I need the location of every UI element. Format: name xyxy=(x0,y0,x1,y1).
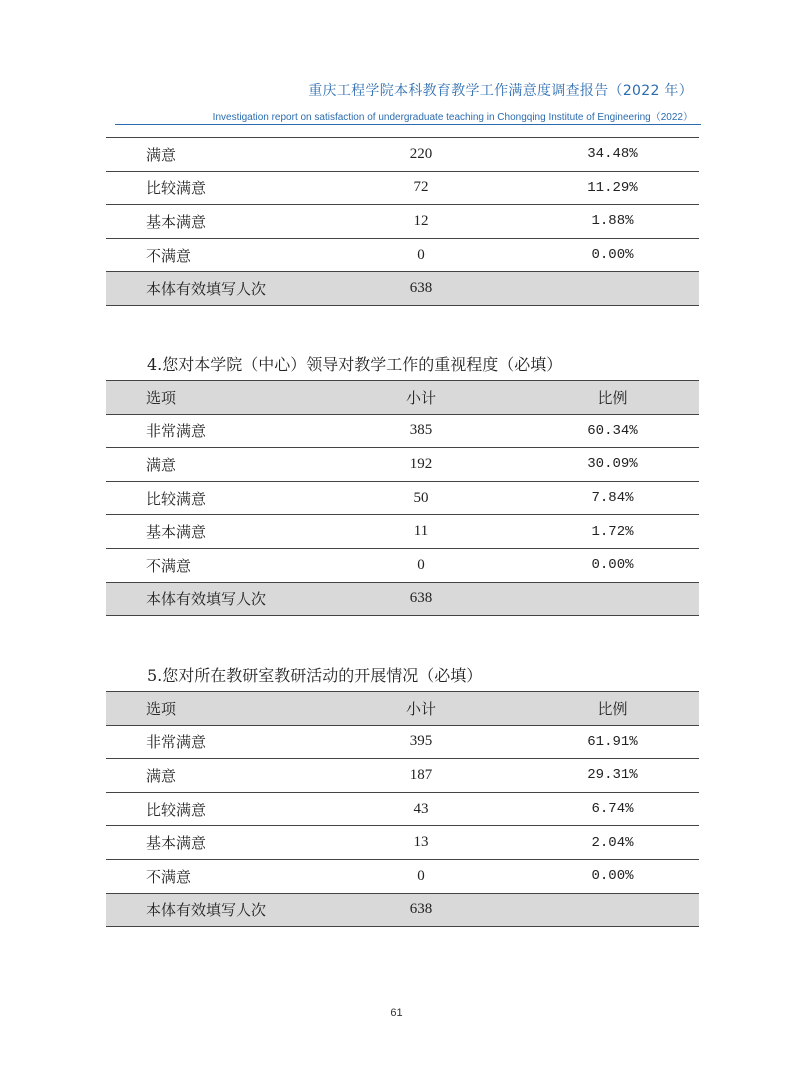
table-row xyxy=(106,138,699,172)
percent-cell: 7.84% xyxy=(496,481,699,515)
total-count: 638 xyxy=(346,582,496,616)
header-divider xyxy=(115,124,701,125)
question-4-table xyxy=(106,380,699,616)
table-row xyxy=(106,205,699,239)
count-cell: 220 xyxy=(346,138,496,172)
count-cell: 43 xyxy=(346,792,496,826)
total-percent-empty xyxy=(496,893,699,927)
percent-cell: 60.34% xyxy=(496,414,699,448)
percent-cell: 30.09% xyxy=(496,448,699,482)
header-percent: 比例 xyxy=(496,381,699,415)
question-5-title: 5.您对所在教研室教研活动的开展情况（必填） xyxy=(147,666,483,685)
question-5-table xyxy=(106,691,699,927)
total-row xyxy=(106,582,699,616)
count-cell: 385 xyxy=(346,414,496,448)
percent-cell: 61.91% xyxy=(496,725,699,759)
count-cell: 13 xyxy=(346,826,496,860)
table-row xyxy=(106,481,699,515)
total-label: 本体有效填写人次 xyxy=(106,272,346,306)
table-row xyxy=(106,171,699,205)
total-row xyxy=(106,893,699,927)
count-cell: 395 xyxy=(346,725,496,759)
percent-cell: 0.00% xyxy=(496,859,699,893)
percent-cell: 0.00% xyxy=(496,548,699,582)
total-count: 638 xyxy=(346,272,496,306)
header-count: 小计 xyxy=(346,381,496,415)
total-percent-empty xyxy=(496,582,699,616)
table-row xyxy=(106,414,699,448)
header-option: 选项 xyxy=(106,381,346,415)
option-cell: 满意 xyxy=(106,759,346,793)
report-title: 重庆工程学院本科教育教学工作满意度调查报告（2022 年） xyxy=(308,83,693,99)
count-cell: 0 xyxy=(346,859,496,893)
count-cell: 72 xyxy=(346,171,496,205)
option-cell: 非常满意 xyxy=(106,725,346,759)
table-row xyxy=(106,238,699,272)
percent-cell: 6.74% xyxy=(496,792,699,826)
percent-cell: 29.31% xyxy=(496,759,699,793)
option-cell: 非常满意 xyxy=(106,414,346,448)
table-row xyxy=(106,826,699,860)
option-cell: 基本满意 xyxy=(106,205,346,239)
percent-cell: 1.88% xyxy=(496,205,699,239)
count-cell: 0 xyxy=(346,548,496,582)
table-row xyxy=(106,759,699,793)
option-cell: 满意 xyxy=(106,138,346,172)
table-header-row xyxy=(106,381,699,415)
count-cell: 11 xyxy=(346,515,496,549)
percent-cell: 2.04% xyxy=(496,826,699,860)
report-subtitle: Investigation report on satisfaction of undergraduate teaching in Chongqing Institute of Engineering（2022） xyxy=(212,112,693,123)
total-label: 本体有效填写人次 xyxy=(106,582,346,616)
percent-cell: 34.48% xyxy=(496,138,699,172)
header-percent: 比例 xyxy=(496,692,699,726)
table-row xyxy=(106,515,699,549)
count-cell: 192 xyxy=(346,448,496,482)
table-header-row xyxy=(106,692,699,726)
option-cell: 不满意 xyxy=(106,238,346,272)
question-4-title: 4.您对本学院（中心）领导对教学工作的重视程度（必填） xyxy=(147,355,563,374)
header-option: 选项 xyxy=(106,692,346,726)
percent-cell: 1.72% xyxy=(496,515,699,549)
option-cell: 满意 xyxy=(106,448,346,482)
option-cell: 基本满意 xyxy=(106,515,346,549)
option-cell: 比较满意 xyxy=(106,481,346,515)
option-cell: 比较满意 xyxy=(106,171,346,205)
option-cell: 比较满意 xyxy=(106,792,346,826)
option-cell: 不满意 xyxy=(106,548,346,582)
satisfaction-table-continued xyxy=(106,137,699,306)
percent-cell: 11.29% xyxy=(496,171,699,205)
total-count: 638 xyxy=(346,893,496,927)
table-row xyxy=(106,792,699,826)
percent-cell: 0.00% xyxy=(496,238,699,272)
count-cell: 0 xyxy=(346,238,496,272)
count-cell: 12 xyxy=(346,205,496,239)
table-row xyxy=(106,725,699,759)
count-cell: 50 xyxy=(346,481,496,515)
count-cell: 187 xyxy=(346,759,496,793)
option-cell: 基本满意 xyxy=(106,826,346,860)
page-number: 61 xyxy=(390,1007,403,1019)
header-count: 小计 xyxy=(346,692,496,726)
total-percent-empty xyxy=(496,272,699,306)
table-row xyxy=(106,859,699,893)
total-label: 本体有效填写人次 xyxy=(106,893,346,927)
option-cell: 不满意 xyxy=(106,859,346,893)
table-row xyxy=(106,448,699,482)
table-row xyxy=(106,548,699,582)
total-row xyxy=(106,272,699,306)
